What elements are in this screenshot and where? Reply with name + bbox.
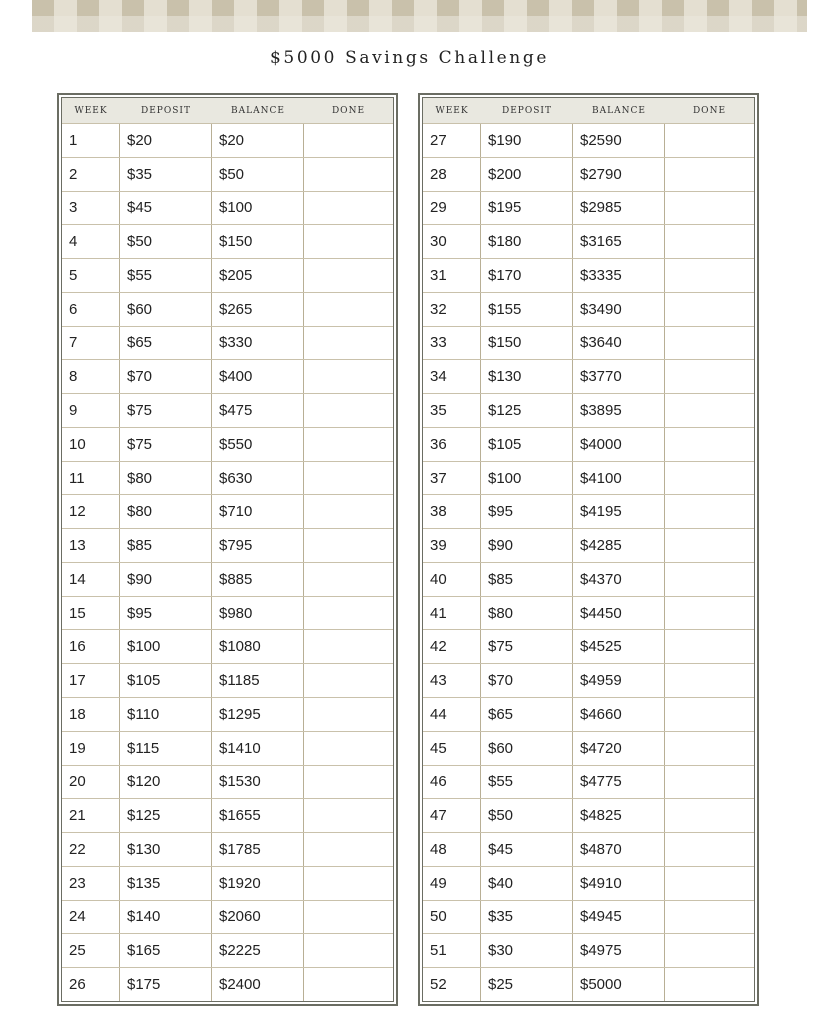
week-cell: 10 xyxy=(62,428,120,461)
deposit-cell: $105 xyxy=(120,664,212,697)
table-row xyxy=(62,529,393,563)
done-checkbox-cell[interactable] xyxy=(665,563,754,596)
balance-cell: $3335 xyxy=(573,259,665,292)
done-checkbox-cell[interactable] xyxy=(665,124,754,157)
week-cell: 34 xyxy=(423,360,481,393)
done-checkbox-cell[interactable] xyxy=(304,698,393,731)
table-row xyxy=(62,563,393,597)
table-row xyxy=(423,495,754,529)
week-cell: 51 xyxy=(423,934,481,967)
table-row xyxy=(423,394,754,428)
done-checkbox-cell[interactable] xyxy=(665,293,754,326)
table-row xyxy=(62,664,393,698)
week-cell: 25 xyxy=(62,934,120,967)
week-cell: 1 xyxy=(62,124,120,157)
table-row xyxy=(62,766,393,800)
week-cell: 43 xyxy=(423,664,481,697)
done-checkbox-cell[interactable] xyxy=(304,563,393,596)
done-checkbox-cell[interactable] xyxy=(304,766,393,799)
balance-cell: $475 xyxy=(212,394,304,427)
table-row xyxy=(423,428,754,462)
deposit-cell: $150 xyxy=(481,327,573,360)
table-row xyxy=(423,293,754,327)
deposit-cell: $25 xyxy=(481,968,573,1001)
table-row xyxy=(423,833,754,867)
done-checkbox-cell[interactable] xyxy=(304,293,393,326)
week-cell: 23 xyxy=(62,867,120,900)
balance-cell: $3895 xyxy=(573,394,665,427)
table-row xyxy=(423,799,754,833)
week-cell: 35 xyxy=(423,394,481,427)
table-row xyxy=(423,664,754,698)
done-checkbox-cell[interactable] xyxy=(665,901,754,934)
balance-cell: $2225 xyxy=(212,934,304,967)
table-row xyxy=(62,732,393,766)
savings-table-left xyxy=(57,93,398,1006)
balance-cell: $4959 xyxy=(573,664,665,697)
table-row xyxy=(62,428,393,462)
done-checkbox-cell[interactable] xyxy=(304,664,393,697)
deposit-cell: $155 xyxy=(481,293,573,326)
balance-cell: $4870 xyxy=(573,833,665,866)
table-row xyxy=(423,192,754,226)
done-checkbox-cell[interactable] xyxy=(304,394,393,427)
week-cell: 6 xyxy=(62,293,120,326)
table-row xyxy=(423,462,754,496)
deposit-cell: $30 xyxy=(481,934,573,967)
week-cell: 4 xyxy=(62,225,120,258)
done-checkbox-cell[interactable] xyxy=(304,799,393,832)
done-checkbox-cell[interactable] xyxy=(665,360,754,393)
header-balance: BALANCE xyxy=(592,105,646,116)
table-row xyxy=(62,698,393,732)
table-body xyxy=(423,124,754,1001)
balance-cell: $400 xyxy=(212,360,304,393)
table-row xyxy=(423,732,754,766)
week-cell: 41 xyxy=(423,597,481,630)
done-checkbox-cell[interactable] xyxy=(665,529,754,562)
balance-cell: $5000 xyxy=(573,968,665,1001)
week-cell: 18 xyxy=(62,698,120,731)
done-checkbox-cell[interactable] xyxy=(665,630,754,663)
header-deposit: DEPOSIT xyxy=(141,105,191,116)
header-done: DONE xyxy=(331,105,366,116)
week-cell: 40 xyxy=(423,563,481,596)
balance-cell: $3490 xyxy=(573,293,665,326)
table-row xyxy=(423,630,754,664)
balance-cell: $100 xyxy=(212,192,304,225)
balance-cell: $4775 xyxy=(573,766,665,799)
done-checkbox-cell[interactable] xyxy=(304,192,393,225)
deposit-cell: $115 xyxy=(120,732,212,765)
week-cell: 42 xyxy=(423,630,481,663)
week-cell: 48 xyxy=(423,833,481,866)
done-checkbox-cell[interactable] xyxy=(665,934,754,967)
balance-cell: $1530 xyxy=(212,766,304,799)
done-checkbox-cell[interactable] xyxy=(665,259,754,292)
deposit-cell: $70 xyxy=(481,664,573,697)
table-row xyxy=(423,901,754,935)
balance-cell: $885 xyxy=(212,563,304,596)
table-row xyxy=(62,293,393,327)
week-cell: 52 xyxy=(423,968,481,1001)
week-cell: 50 xyxy=(423,901,481,934)
table-row xyxy=(423,360,754,394)
balance-cell: $4975 xyxy=(573,934,665,967)
balance-cell: $4000 xyxy=(573,428,665,461)
balance-cell: $4910 xyxy=(573,867,665,900)
done-checkbox-cell[interactable] xyxy=(665,833,754,866)
table-row xyxy=(62,192,393,226)
balance-cell: $4660 xyxy=(573,698,665,731)
table-row xyxy=(62,833,393,867)
week-cell: 9 xyxy=(62,394,120,427)
deposit-cell: $45 xyxy=(120,192,212,225)
deposit-cell: $130 xyxy=(481,360,573,393)
done-checkbox-cell[interactable] xyxy=(304,495,393,528)
deposit-cell: $75 xyxy=(120,394,212,427)
deposit-cell: $85 xyxy=(120,529,212,562)
week-cell: 45 xyxy=(423,732,481,765)
week-cell: 11 xyxy=(62,462,120,495)
balance-cell: $4100 xyxy=(573,462,665,495)
done-checkbox-cell[interactable] xyxy=(304,462,393,495)
done-checkbox-cell[interactable] xyxy=(304,630,393,663)
table-header xyxy=(423,98,754,124)
deposit-cell: $100 xyxy=(481,462,573,495)
balance-cell: $4825 xyxy=(573,799,665,832)
table-row xyxy=(62,327,393,361)
week-cell: 21 xyxy=(62,799,120,832)
done-checkbox-cell[interactable] xyxy=(304,934,393,967)
week-cell: 37 xyxy=(423,462,481,495)
week-cell: 24 xyxy=(62,901,120,934)
balance-cell: $1295 xyxy=(212,698,304,731)
week-cell: 36 xyxy=(423,428,481,461)
week-cell: 46 xyxy=(423,766,481,799)
balance-cell: $1080 xyxy=(212,630,304,663)
balance-cell: $1410 xyxy=(212,732,304,765)
balance-cell: $1185 xyxy=(212,664,304,697)
deposit-cell: $110 xyxy=(120,698,212,731)
week-cell: 29 xyxy=(423,192,481,225)
deposit-cell: $50 xyxy=(120,225,212,258)
deposit-cell: $70 xyxy=(120,360,212,393)
done-checkbox-cell[interactable] xyxy=(665,225,754,258)
deposit-cell: $60 xyxy=(481,732,573,765)
table-row xyxy=(62,630,393,664)
deposit-cell: $55 xyxy=(120,259,212,292)
week-cell: 8 xyxy=(62,360,120,393)
week-cell: 14 xyxy=(62,563,120,596)
balance-cell: $3640 xyxy=(573,327,665,360)
table-row xyxy=(62,225,393,259)
page-title: $5000 Savings Challenge xyxy=(270,48,549,68)
table-row xyxy=(62,799,393,833)
balance-cell: $4370 xyxy=(573,563,665,596)
table-row xyxy=(423,766,754,800)
balance-cell: $50 xyxy=(212,158,304,191)
balance-cell: $4285 xyxy=(573,529,665,562)
week-cell: 5 xyxy=(62,259,120,292)
deposit-cell: $80 xyxy=(481,597,573,630)
table-row xyxy=(423,867,754,901)
week-cell: 12 xyxy=(62,495,120,528)
balance-cell: $4195 xyxy=(573,495,665,528)
balance-cell: $710 xyxy=(212,495,304,528)
deposit-cell: $100 xyxy=(120,630,212,663)
balance-cell: $3165 xyxy=(573,225,665,258)
week-cell: 3 xyxy=(62,192,120,225)
deposit-cell: $85 xyxy=(481,563,573,596)
week-cell: 38 xyxy=(423,495,481,528)
table-row xyxy=(62,462,393,496)
done-checkbox-cell[interactable] xyxy=(304,867,393,900)
decorative-checkered-banner xyxy=(32,0,807,32)
balance-cell: $4720 xyxy=(573,732,665,765)
deposit-cell: $35 xyxy=(481,901,573,934)
balance-cell: $2060 xyxy=(212,901,304,934)
done-checkbox-cell[interactable] xyxy=(665,664,754,697)
week-cell: 39 xyxy=(423,529,481,562)
table-row xyxy=(62,259,393,293)
done-checkbox-cell[interactable] xyxy=(665,327,754,360)
week-cell: 49 xyxy=(423,867,481,900)
done-checkbox-cell[interactable] xyxy=(665,867,754,900)
deposit-cell: $55 xyxy=(481,766,573,799)
balance-cell: $980 xyxy=(212,597,304,630)
table-row xyxy=(62,360,393,394)
balance-cell: $4450 xyxy=(573,597,665,630)
deposit-cell: $95 xyxy=(481,495,573,528)
week-cell: 20 xyxy=(62,766,120,799)
week-cell: 28 xyxy=(423,158,481,191)
done-checkbox-cell[interactable] xyxy=(665,462,754,495)
week-cell: 27 xyxy=(423,124,481,157)
header-done: DONE xyxy=(692,105,727,116)
done-checkbox-cell[interactable] xyxy=(665,394,754,427)
table-header xyxy=(62,98,393,124)
deposit-cell: $65 xyxy=(120,327,212,360)
week-cell: 7 xyxy=(62,327,120,360)
deposit-cell: $80 xyxy=(120,462,212,495)
week-cell: 15 xyxy=(62,597,120,630)
done-checkbox-cell[interactable] xyxy=(665,698,754,731)
done-checkbox-cell[interactable] xyxy=(304,901,393,934)
deposit-cell: $75 xyxy=(120,428,212,461)
done-checkbox-cell[interactable] xyxy=(304,158,393,191)
table-row xyxy=(62,495,393,529)
deposit-cell: $120 xyxy=(120,766,212,799)
week-cell: 47 xyxy=(423,799,481,832)
table-row xyxy=(423,259,754,293)
balance-cell: $795 xyxy=(212,529,304,562)
deposit-cell: $105 xyxy=(481,428,573,461)
done-checkbox-cell[interactable] xyxy=(665,495,754,528)
done-checkbox-cell[interactable] xyxy=(304,968,393,1001)
done-checkbox-cell[interactable] xyxy=(304,259,393,292)
week-cell: 22 xyxy=(62,833,120,866)
done-checkbox-cell[interactable] xyxy=(665,158,754,191)
balance-cell: $150 xyxy=(212,225,304,258)
deposit-cell: $180 xyxy=(481,225,573,258)
deposit-cell: $95 xyxy=(120,597,212,630)
deposit-cell: $65 xyxy=(481,698,573,731)
table-body xyxy=(62,124,393,1001)
week-cell: 19 xyxy=(62,732,120,765)
done-checkbox-cell[interactable] xyxy=(665,732,754,765)
table-row xyxy=(423,327,754,361)
deposit-cell: $190 xyxy=(481,124,573,157)
balance-cell: $2590 xyxy=(573,124,665,157)
balance-cell: $205 xyxy=(212,259,304,292)
balance-cell: $2400 xyxy=(212,968,304,1001)
balance-cell: $330 xyxy=(212,327,304,360)
balance-cell: $265 xyxy=(212,293,304,326)
deposit-cell: $175 xyxy=(120,968,212,1001)
balance-cell: $4945 xyxy=(573,901,665,934)
week-cell: 26 xyxy=(62,968,120,1001)
done-checkbox-cell[interactable] xyxy=(304,833,393,866)
deposit-cell: $45 xyxy=(481,833,573,866)
deposit-cell: $135 xyxy=(120,867,212,900)
table-row xyxy=(62,158,393,192)
week-cell: 30 xyxy=(423,225,481,258)
deposit-cell: $35 xyxy=(120,158,212,191)
week-cell: 33 xyxy=(423,327,481,360)
balance-cell: $1785 xyxy=(212,833,304,866)
done-checkbox-cell[interactable] xyxy=(304,360,393,393)
done-checkbox-cell[interactable] xyxy=(304,428,393,461)
table-row xyxy=(423,563,754,597)
header-deposit: DEPOSIT xyxy=(502,105,552,116)
deposit-cell: $140 xyxy=(120,901,212,934)
table-row xyxy=(423,529,754,563)
balance-cell: $1655 xyxy=(212,799,304,832)
table-row xyxy=(62,867,393,901)
deposit-cell: $200 xyxy=(481,158,573,191)
balance-cell: $20 xyxy=(212,124,304,157)
deposit-cell: $195 xyxy=(481,192,573,225)
table-row xyxy=(62,124,393,158)
week-cell: 13 xyxy=(62,529,120,562)
table-row xyxy=(423,124,754,158)
done-checkbox-cell[interactable] xyxy=(665,799,754,832)
done-checkbox-cell[interactable] xyxy=(304,124,393,157)
deposit-cell: $75 xyxy=(481,630,573,663)
done-checkbox-cell[interactable] xyxy=(665,766,754,799)
balance-cell: $630 xyxy=(212,462,304,495)
week-cell: 44 xyxy=(423,698,481,731)
balance-cell: $1920 xyxy=(212,867,304,900)
balance-cell: $4525 xyxy=(573,630,665,663)
header-week: WEEK xyxy=(435,105,469,116)
table-row xyxy=(423,934,754,968)
header-balance: BALANCE xyxy=(231,105,285,116)
done-checkbox-cell[interactable] xyxy=(665,428,754,461)
table-row xyxy=(62,597,393,631)
balance-cell: $2985 xyxy=(573,192,665,225)
done-checkbox-cell[interactable] xyxy=(304,732,393,765)
done-checkbox-cell[interactable] xyxy=(304,597,393,630)
header-week: WEEK xyxy=(74,105,108,116)
table-row xyxy=(62,901,393,935)
deposit-cell: $20 xyxy=(120,124,212,157)
deposit-cell: $60 xyxy=(120,293,212,326)
deposit-cell: $50 xyxy=(481,799,573,832)
deposit-cell: $165 xyxy=(120,934,212,967)
deposit-cell: $125 xyxy=(481,394,573,427)
table-row xyxy=(423,968,754,1001)
balance-cell: $2790 xyxy=(573,158,665,191)
deposit-cell: $40 xyxy=(481,867,573,900)
done-checkbox-cell[interactable] xyxy=(665,192,754,225)
done-checkbox-cell[interactable] xyxy=(304,327,393,360)
week-cell: 2 xyxy=(62,158,120,191)
table-row xyxy=(423,225,754,259)
savings-table-right xyxy=(418,93,759,1006)
done-checkbox-cell[interactable] xyxy=(665,597,754,630)
deposit-cell: $125 xyxy=(120,799,212,832)
balance-cell: $3770 xyxy=(573,360,665,393)
done-checkbox-cell[interactable] xyxy=(304,529,393,562)
deposit-cell: $80 xyxy=(120,495,212,528)
week-cell: 16 xyxy=(62,630,120,663)
deposit-cell: $90 xyxy=(481,529,573,562)
balance-cell: $550 xyxy=(212,428,304,461)
table-row xyxy=(423,158,754,192)
deposit-cell: $170 xyxy=(481,259,573,292)
table-row xyxy=(62,394,393,428)
table-row xyxy=(62,934,393,968)
week-cell: 17 xyxy=(62,664,120,697)
done-checkbox-cell[interactable] xyxy=(665,968,754,1001)
deposit-cell: $90 xyxy=(120,563,212,596)
table-row xyxy=(62,968,393,1001)
week-cell: 31 xyxy=(423,259,481,292)
week-cell: 32 xyxy=(423,293,481,326)
table-row xyxy=(423,698,754,732)
done-checkbox-cell[interactable] xyxy=(304,225,393,258)
table-row xyxy=(423,597,754,631)
deposit-cell: $130 xyxy=(120,833,212,866)
